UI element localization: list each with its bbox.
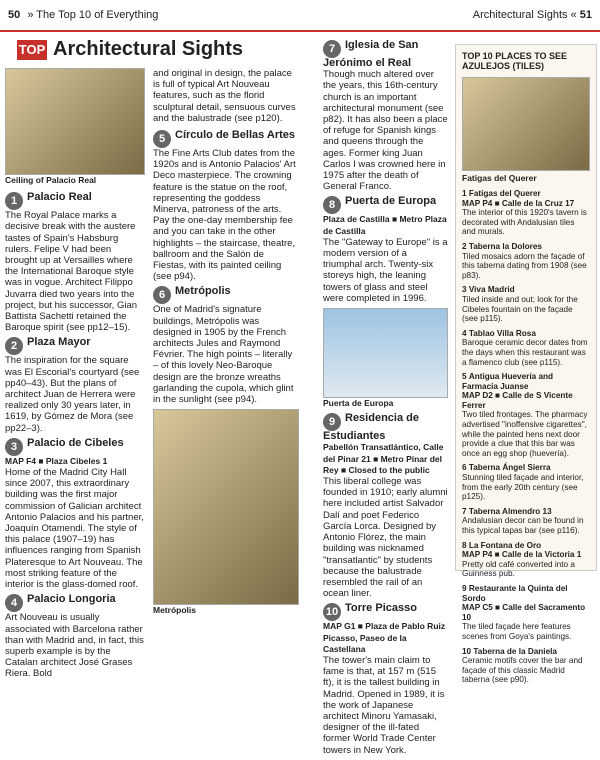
sidebar-item-7: 7 Taberna Almendro 13 Andalusian decor can be found in this typical tapas bar (see p116). — [462, 507, 590, 536]
entry-title: Puerta de Europa — [345, 195, 437, 208]
sidebar-item-text: The interior of this 1920's tavern is decorated with Andalusian tiles and murals. — [462, 208, 587, 237]
right-page-number: 51 — [579, 9, 592, 21]
sidebar-item-9: 9 Restaurante la Quinta del Sordo MAP C5 ■ Calle del Sacramento 10 The tiled façade here features scenes from Goya's paintings. — [462, 584, 590, 642]
sidebar-item-name: Viva Madrid — [468, 285, 515, 295]
entry-title: Círculo de Bellas Artes — [175, 129, 296, 142]
sidebar-item-text: Baroque ceramic decor dates from the days when this restaurant was a flamenco club (see p115). — [462, 338, 588, 367]
column-3 — [323, 40, 448, 760]
puerta-photo — [323, 308, 448, 398]
sidebar-photo — [462, 77, 590, 171]
entry-4 — [5, 594, 145, 679]
right-page-header — [473, 9, 592, 21]
left-page-header — [8, 9, 158, 21]
left-page-number: 50 — [8, 9, 21, 21]
column-2 — [153, 68, 299, 616]
entry-text: Home of the Madrid City Hall since 2007, this extraordinary building was the first major commission of Galician architect Antonio Palacios and his partner, Joaquín Otamendi. The style of this palace (1907–19) has influences ranging from Spanish Plateresque to Art Nouveau. The most striking feature of the interior is the glass-domed roof. — [5, 467, 144, 591]
sidebar-item-name: Fatigas del Querer — [468, 189, 541, 198]
header-rule — [0, 30, 600, 32]
entry-text: This liberal college was founded in 1910; early alumni here included artist Salvador Dalí and poet Federico García Lorca. Designed by Antonio Flórez, the main building was nicknamed "transatlantic" by students because the balustrade resembled the rail of an ocean liner. — [323, 476, 448, 600]
sidebar-item-text: Tiled mosaics adorn the façade of this taberna dating from 1908 (see p83). — [462, 251, 587, 280]
sidebar-photo-caption: Fatigas del Querer — [462, 173, 537, 183]
sidebar-item-8: 8 La Fontana de Oro MAP P4 ■ Calle de la Victoria 1 Pretty old café converted into a Guinness pub. — [462, 541, 590, 579]
entry-title: Torre Picasso — [345, 602, 417, 615]
sidebar-item-5: 5 Antigua Huevería and Farmacia Juanse MAP D2 ■ Calle de S Vicente Ferrer Two tiled frontages. The pharmacy advertised "inoffensive cigarettes", while the painted hens next door provide a clue that this bar was once an egg shop (huevería). — [462, 372, 590, 458]
page-title-text: Architectural Sights — [53, 38, 244, 60]
sidebar-item-address: MAP C5 ■ Calle del Sacramento 10 — [462, 603, 586, 622]
entry-text: One of Madrid's signature buildings, Metrópolis was designed in 1905 by the French architects Jules and Raymond Février. The high points – literally – of this lovely Neo-Baroque design are the bronze wreaths garlanding the cupola, which glint in the sunlight (see p94). — [153, 304, 294, 406]
sidebar-item-text: The tiled façade here features scenes from Goya's paintings. — [462, 622, 572, 641]
entry-number: 5 — [153, 130, 171, 148]
entry-6 — [153, 286, 299, 405]
left-header-title: The Top 10 of Everything — [36, 9, 159, 21]
sidebar-item-text: Pretty old café converted into a Guinness pub. — [462, 559, 575, 579]
sidebar-item-1: 1 Fatigas del Querer MAP P4 ■ Calle de la Cruz 17 The interior of this 1920's tavern is decorated with Andalusian tiles and murals. — [462, 189, 590, 237]
sidebar-item-name: Taberna la Dolores — [468, 241, 542, 251]
entry-number: 9 — [323, 413, 341, 431]
continued-text: and original in design, the palace is full of typical Art Nouveau features, such as the florid sculptural detail, sensuous curves and the balustrade (see p120). — [153, 68, 296, 124]
entry-text: Art Nouveau is usually associated with Barcelona rather than with Madrid and, in fact, this superb example is by the Catalan architect José Grases Riera. Bold — [5, 612, 144, 680]
entry-text: The inspiration for the square was El Escorial's courtyard (see pp40–43). But the plans of architect Juan de Herrera were realized only 30 years later, in 1619, by Gómez de Mora (see pp22–3). — [5, 355, 140, 434]
column-1 — [5, 68, 145, 684]
entry-text: The tower's main claim to fame is that, at 157 m (515 ft), it is the tallest building in Madrid. Opened in 1989, it is the work of Japanese architect Minoru Yamasaki, designer of the ill-fated former World Trade Center towers in New York. — [323, 654, 445, 756]
metropolis-caption: Metrópolis — [153, 605, 196, 616]
sidebar-item-text: Andalusian decor can be found in this typical tapas bar (see p116). — [462, 516, 584, 535]
tiles-sidebar — [455, 44, 597, 685]
ceiling-photo — [5, 68, 145, 175]
sidebar-item-name: La Fontana de Oro — [468, 540, 542, 550]
entry-address: MAP F4 ■ Plaza Cibeles 1 — [5, 455, 108, 466]
sidebar-item-6: 6 Taberna Ángel Sierra Stunning tiled façade and interior, from the early 20th century (see p125). — [462, 463, 590, 501]
entry-number: 3 — [5, 438, 23, 456]
entry-address: MAP G1 ■ Plaza de Pablo Ruiz Picasso, Paseo de la Castellana — [323, 621, 446, 654]
entry-1 — [5, 192, 145, 333]
entry-address: Pabellón Transatlántico, Calle del Pinar 21 ■ Metro Pinar del Rey ■ Closed to the public — [323, 442, 444, 475]
chevron-icon: « — [570, 9, 577, 21]
sidebar-item-text: Tiled inside and out; look for the Cibeles fountain on the façade (see p115). — [462, 294, 578, 324]
sidebar-item-name: Taberna Ángel Sierra — [468, 463, 551, 473]
sidebar-item-name: Restaurante la Quinta del Sordo — [462, 583, 568, 603]
entry-address: Plaza de Castilla ■ Metro Plaza de Castilla — [323, 214, 447, 236]
entry-8 — [323, 196, 448, 304]
entry-text: The Fine Arts Club dates from the 1920s and is Antonio Palacios' Art Deco masterpiece. The crowning feature is the statue on the roof, representing the goddess Minerva, patroness of the arts. Pay the one-day membership fee and you can take in the other highlights – the staircase, theatre, ballroom and the Salón de Fiestas, with its painted ceiling (see p94). — [153, 148, 296, 283]
entry-10 — [323, 603, 448, 755]
sidebar-item-text: Ceramic motifs cover the bar and façade of this classic Madrid taberna (see p90). — [462, 656, 583, 685]
entry-number: 6 — [153, 286, 171, 304]
metropolis-photo — [153, 409, 299, 605]
entry-3 — [5, 438, 145, 590]
entry-title: Iglesia de San Jerónimo el Real — [323, 39, 419, 69]
entry-number: 10 — [323, 603, 341, 621]
chevron-icon: » — [27, 9, 34, 21]
sidebar-item-text: Stunning tiled façade and interior, from the early 20th century (see p125). — [462, 473, 584, 502]
sidebar-item-text: Two tiled frontages. The pharmacy advertised "inoffensive cigarettes", while the painted hens next door provide a clue that this bar was once an egg shop (huevería). — [462, 410, 588, 458]
sidebar-item-2: 2 Taberna la Dolores Tiled mosaics adorn the façade of this taberna dating from 1908 (see p83). — [462, 242, 590, 280]
entry-title: Plaza Mayor — [27, 336, 91, 349]
sidebar-item-address: MAP P4 ■ Calle de la Victoria 1 — [462, 550, 582, 560]
entry-title: Metrópolis — [175, 285, 231, 298]
sidebar-item-4: 4 Tablao Villa Rosa Baroque ceramic decor dates from the days when this restaurant was a flamenco club (see p115). — [462, 329, 590, 367]
entry-7 — [323, 40, 448, 192]
sidebar-item-name: Antigua Huevería and Farmacia Juanse — [462, 372, 554, 391]
sidebar-item-name: Tablao Villa Rosa — [468, 328, 536, 338]
sidebar-item-name: Taberna Almendro 13 — [468, 506, 552, 516]
entry-number: 2 — [5, 337, 23, 355]
sidebar-item-name: Taberna de la Daniela — [473, 646, 557, 656]
entry-text: Though much altered over the years, this 16th-century church is an important architectural monument (see p82). It has also been a place of refuge for Spanish kings and queens through the ages. Former king Juan Carlos I was crowned here in 1975 after the death of General Franco. — [323, 69, 448, 193]
entry-5 — [153, 130, 299, 282]
sidebar-item-address: MAP D2 ■ Calle de S Vicente Ferrer — [462, 391, 573, 410]
sidebar-item-address: MAP P4 ■ Calle de la Cruz 17 — [462, 198, 575, 208]
sidebar-item-10: 10 Taberna de la Daniela Ceramic motifs cover the bar and façade of this classic Madrid taberna (see p90). — [462, 647, 590, 685]
sidebar-heading: TOP 10 PLACES TO SEE AZULEJOS (TILES) — [462, 51, 568, 71]
entry-title: Palacio Longoria — [27, 593, 116, 606]
entry-number: 4 — [5, 594, 23, 612]
entry-number: 7 — [323, 40, 341, 58]
puerta-caption: Puerta de Europa — [323, 398, 394, 409]
entry-text: The Royal Palace marks a decisive break with the austere tastes of Spain's Habsburg rulers. Felipe V had been brought up at Versailles where the International Baroque style was in vogue. Architect Filippo Juvarra died two years into the project, but his successor, Gian Battista Sachetti retained the Baroque spirit (see pp12–15). — [5, 210, 138, 334]
sidebar-item-3: 3 Viva Madrid Tiled inside and out; look for the Cibeles fountain on the façade (see p115). — [462, 285, 590, 323]
entry-text: The "Gateway to Europe" is a modern version of a triumphal arch. Twenty-six storeys high, the leaning towers of glass and steel were completed in 1996. — [323, 236, 448, 304]
ceiling-caption: Ceiling of Palacio Real — [5, 175, 97, 185]
entry-title: Palacio de Cibeles — [27, 436, 124, 449]
entry-number: 1 — [5, 192, 23, 210]
page-header — [0, 0, 600, 32]
right-header-title: Architectural Sights — [472, 9, 568, 21]
entry-title: Residencia de Estudiantes — [323, 412, 419, 443]
entry-title: Palacio Real — [27, 191, 92, 204]
top10-badge: TOP — [17, 40, 47, 60]
entry-number: 8 — [323, 196, 341, 214]
entry-9 — [323, 413, 448, 599]
entry-2 — [5, 337, 145, 433]
